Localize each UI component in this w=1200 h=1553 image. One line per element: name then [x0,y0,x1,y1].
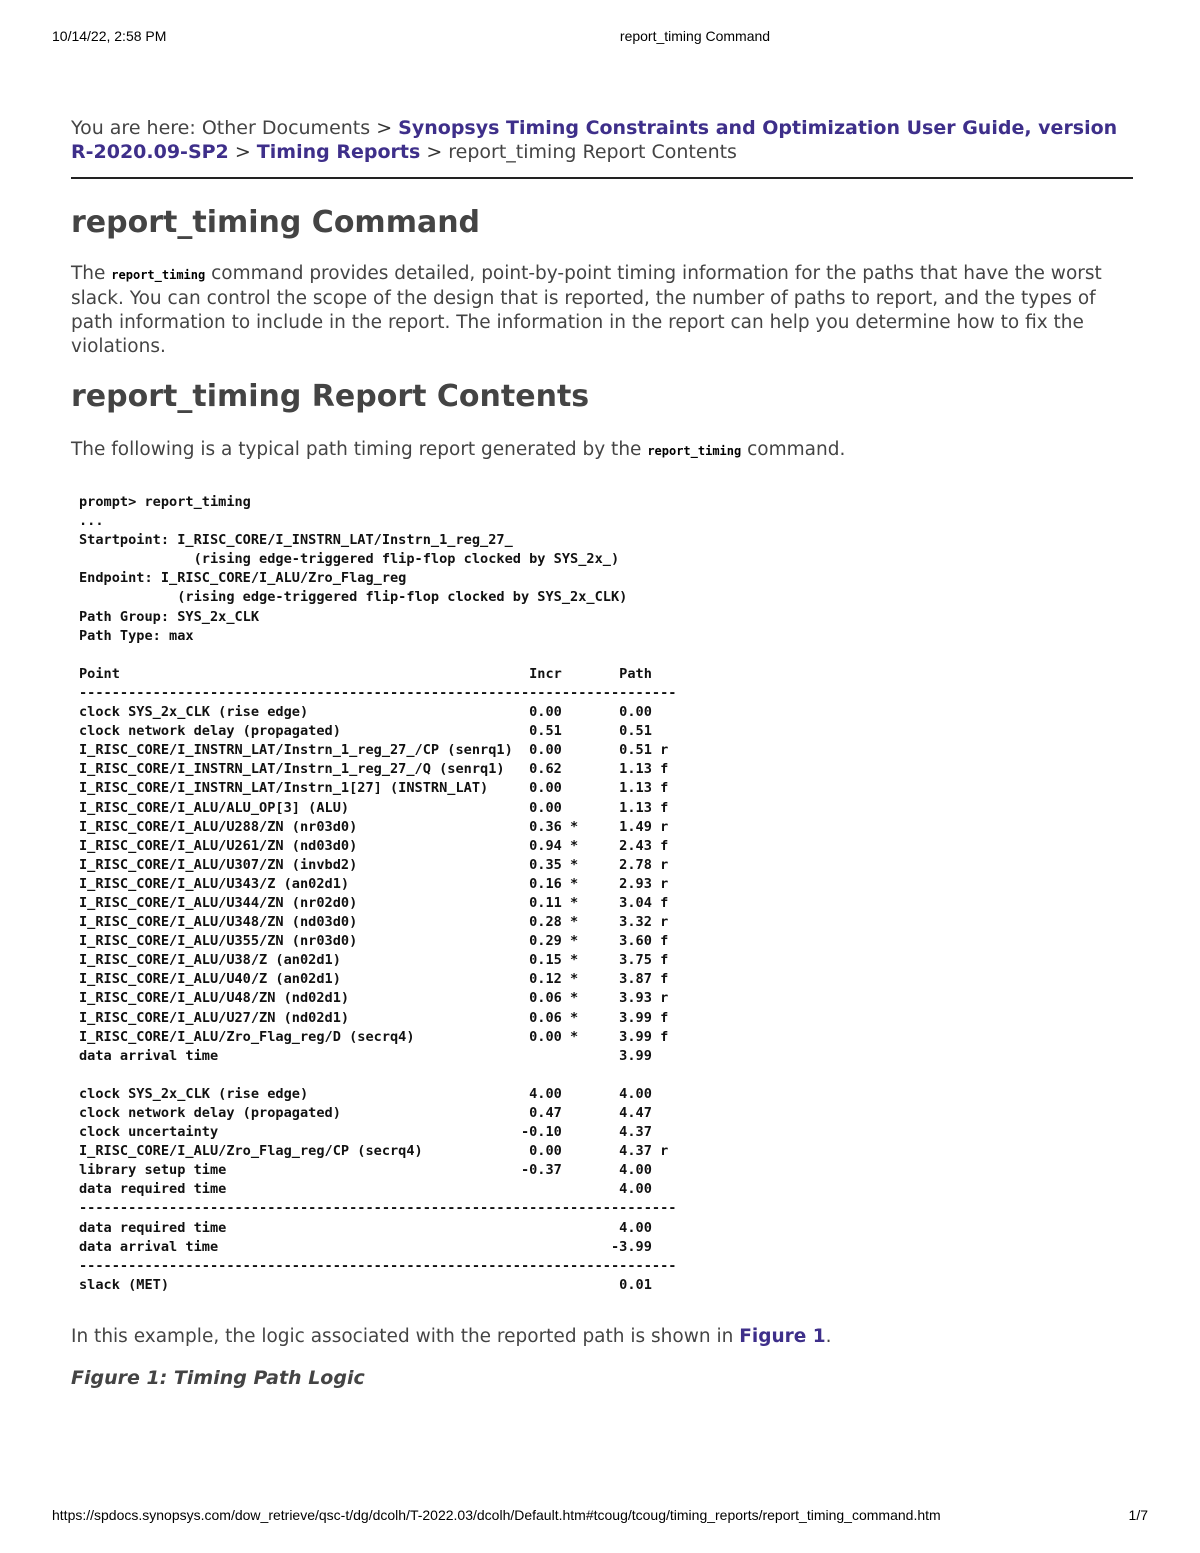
print-datetime: 10/14/22, 2:58 PM [52,28,167,44]
figure-1-link[interactable]: Figure 1 [739,1325,826,1347]
breadcrumb [71,116,1133,164]
intro-text-start: The [71,263,112,284]
breadcrumb-link-timing-reports[interactable]: Timing Reports [256,141,421,163]
intro-text-end: command provides detailed, point-by-point timing information for the paths that have the worst slack. You can control the scope of the design that is reported, the number of paths to report, and the types of path information to include in the report. The information in the report can help you determine how to fix the violations. [71,263,1102,357]
report-intro-text-end: command. [741,439,846,460]
inline-code-report-timing: report_timing [647,444,742,458]
report-intro-text-start: The following is a typical path timing report generated by the [71,439,648,460]
breadcrumb-item-other-documents: Other Documents [201,117,371,139]
report-intro-paragraph [71,438,1133,463]
figure-reference-paragraph [71,1325,1133,1349]
breadcrumb-separator: > [426,141,443,163]
print-url: https://spdocs.synopsys.com/dow_retrieve/qsc-t/dg/dcolh/T-2022.03/dcolh/Default.htm#tcoug/tcoug/timing_reports/report_timing_command.htm [52,1507,941,1523]
header-divider [71,177,1133,179]
print-footer [0,1507,1200,1529]
figure-reference-period: . [825,1325,832,1347]
breadcrumb-separator: > [376,117,393,139]
page-title: report_timing Command [71,205,481,240]
print-page-number: 1/7 [1128,1507,1148,1523]
breadcrumb-prefix: You are here: [71,117,196,139]
print-header [0,28,1200,50]
intro-paragraph [71,262,1133,359]
breadcrumb-separator: > [234,141,251,163]
document-content [71,116,1133,1389]
section-heading-report-contents: report_timing Report Contents [71,379,590,414]
figure-caption: Figure 1: Timing Path Logic [71,1366,365,1389]
inline-code-report-timing: report_timing [111,268,206,282]
figure-reference-text: In this example, the logic associated with the reported path is shown in [71,1325,740,1347]
breadcrumb-link-user-guide[interactable]: Synopsys Timing Constraints and Optimization User Guide, version R-2020.09-SP2 [71,117,1118,163]
timing-report-code-block: prompt> report_timing ... Startpoint: I_RISC_CORE/I_INSTRN_LAT/Instrn_1_reg_27_ (rising edge-triggered flip-flop clocked by SYS_2x_) Endpoint: I_RISC_CORE/I_ALU/Zro_Flag_reg (rising edge-triggered flip-flop clocked by SYS_2x_CLK) Path Group: SYS_2x_CLK Path Type: max Point Incr Path ------------------------------------------------------------------------- clock SYS_2x_CLK (rise edge) 0.00 0.00 clock network delay (propagated) 0.51 0.51 I_RISC_CORE/I_INSTRN_LAT/Instrn_1_reg_27_/CP (senrq1) 0.00 0.51 r I_RISC_CORE/I_INSTRN_LAT/Instrn_1_reg_27_/Q (senrq1) 0.62 1.13 f I_RISC_CORE/I_INSTRN_LAT/Instrn_1[27] (INSTRN_LAT) 0.00 1.13 f I_RISC_CORE/I_ALU/ALU_OP[3] (ALU) 0.00 1.13 f I_RISC_CORE/I_ALU/U288/ZN (nr03d0) 0.36 * 1.49 r I_RISC_CORE/I_ALU/U261/ZN (nd03d0) 0.94 * 2.43 f I_RISC_CORE/I_ALU/U307/ZN (invbd2) 0.35 * 2.78 r I_RISC_CORE/I_ALU/U343/Z (an02d1) 0.16 * 2.93 r I_RISC_CORE/I_ALU/U344/ZN (nr02d0) 0.11 * 3.04 f I_RISC_CORE/I_ALU/U348/ZN (nd03d0) 0.28 * 3.32 r I_RISC_CORE/I_ALU/U355/ZN (nr03d0) 0.29 * 3.60 f I_RISC_CORE/I_ALU/U38/Z (an02d1) 0.15 * 3.75 f I_RISC_CORE/I_ALU/U40/Z (an02d1) 0.12 * 3.87 f I_RISC_CORE/I_ALU/U48/ZN (nd02d1) 0.06 * 3.93 r I_RISC_CORE/I_ALU/U27/ZN (nd02d1) 0.06 * 3.99 f I_RISC_CORE/I_ALU/Zro_Flag_reg/D (secrq4) 0.00 * 3.99 f data arrival time 3.99 clock SYS_2x_CLK (rise edge) 4.00 4.00 clock network delay (propagated) 0.47 4.47 clock uncertainty -0.10 4.37 I_RISC_CORE/I_ALU/Zro_Flag_reg/CP (secrq4) 0.00 4.37 r library setup time -0.37 4.00 data required time 4.00 ------------------------------------------------------------------------- data required time 4.00 data arrival time -3.99 ------------------------------------------------------------------------- slack (MET) 0.01 [79,494,677,1293]
breadcrumb-current: report_timing Report Contents [448,141,737,163]
print-title: report_timing Command [619,28,771,44]
